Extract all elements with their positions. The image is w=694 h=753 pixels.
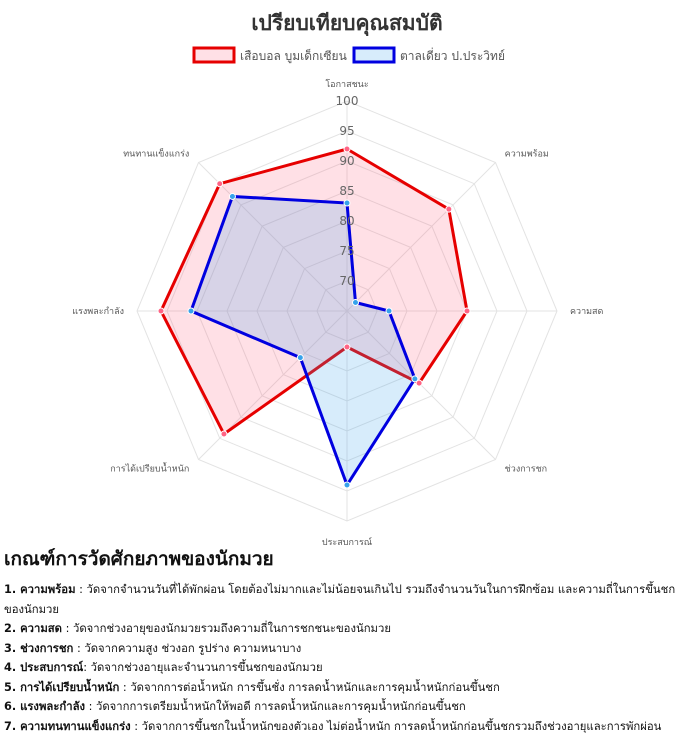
- criteria-term: 5. การได้เปรียบน้ำหนัก: [4, 680, 120, 694]
- criteria-item: [4, 678, 686, 698]
- criteria-section: [0, 544, 690, 736]
- tick-label: 70: [339, 274, 355, 288]
- criteria-heading: เกณฑ์การวัดศักยภาพของนักมวย: [4, 548, 274, 570]
- radar-series: [158, 146, 470, 488]
- criteria-item: [4, 639, 686, 659]
- series-1-point: [344, 146, 350, 152]
- series-2-point: [344, 200, 350, 206]
- criteria-term: 6. แรงพละกำลัง: [4, 700, 86, 713]
- category-label: ความพร้อม: [504, 149, 549, 160]
- tick-label: 100: [335, 94, 359, 108]
- category-label: โอกาสชนะ: [325, 80, 369, 90]
- chart-title: เปรียบเทียบคุณสมบัติ: [251, 11, 443, 35]
- criteria-list: [4, 580, 686, 736]
- criteria-description: : วัดจากช่วงอายุของนักมวยรวมถึงความถี่ในการชกชนะของนักมวย: [62, 622, 391, 635]
- criteria-term: 4. ประสบการณ์: [4, 661, 84, 674]
- tick-label: 90: [339, 154, 355, 168]
- criteria-description: : วัดจากความสูง ช่วงอก รูปร่าง ความหนาบาง: [73, 641, 302, 655]
- criteria-item: [4, 580, 686, 619]
- legend-swatch-1: [194, 48, 234, 62]
- series-2-point: [297, 355, 303, 361]
- series-1-point: [344, 344, 350, 350]
- tick-label: 75: [339, 244, 355, 258]
- category-label: ช่วงการชก: [504, 464, 548, 475]
- series-2-point: [352, 300, 358, 306]
- legend-label-2: ตาลเดี่ยว ป.ประวิทย์: [400, 49, 505, 63]
- series-1-point: [217, 181, 223, 187]
- series-2-point: [188, 308, 194, 314]
- series-2-point: [386, 308, 392, 314]
- series-2-point: [229, 193, 235, 199]
- criteria-description: : วัดจากการเตรียมน้ำหนักให้พอดี การลดน้ำหนักและการคุมน้ำหนักก่อนขึ้นชก: [85, 700, 466, 713]
- category-label: ประสบการณ์: [321, 538, 373, 545]
- chart-legend: [194, 47, 505, 64]
- criteria-term: 3. ช่วงการชก: [4, 641, 74, 655]
- criteria-term: 2. ความสด: [4, 622, 63, 635]
- series-1-point: [464, 308, 470, 314]
- legend-label-1: เสือบอล บูมเด็กเซียน: [240, 49, 347, 63]
- category-label: การได้เปรียบน้ำหนัก: [110, 464, 190, 475]
- series-2-point: [412, 376, 418, 382]
- criteria-item: [4, 697, 686, 717]
- criteria-item: [4, 658, 686, 678]
- series-2-point: [344, 482, 350, 488]
- tick-label: 95: [339, 124, 355, 138]
- criteria-description: : วัดจากการขึ้นชกในน้ำหนักของตัวเอง ไม่ต่อน้ำหนัก การลดน้ำหนักก่อนขึ้นชกรวมถึงช่วงอายุและการพักผ่อน: [130, 719, 662, 733]
- series-1-point: [158, 308, 164, 314]
- criteria-term: 7. ความทนทานแข็งแกร่ง: [4, 719, 131, 733]
- category-label: ความสด: [570, 307, 604, 317]
- criteria-description: : วัดจากจำนวนวันที่ได้พักผ่อน โดยต้องไม่มากและไม่น้อยจนเกินไป รวมถึงจำนวนวันในการฝึกซ้อม และความถี่ในการขึ้นชกของนักมวย: [4, 583, 676, 616]
- tick-label: 80: [339, 214, 355, 228]
- criteria-item: [4, 619, 686, 639]
- criteria-description: : วัดจากการต่อน้ำหนัก การขึ้นชั่ง การลดน้ำหนักและการคุมน้ำหนักก่อนขึ้นชก: [119, 680, 500, 694]
- criteria-description: : วัดจากช่วงอายุและจำนวนการขึ้นชกของนักมวย: [83, 661, 323, 674]
- criteria-item: [4, 717, 686, 737]
- category-label: ทนทานแข็งแกร่ง: [123, 149, 190, 160]
- series-1-point: [221, 431, 227, 437]
- category-label: แรงพละกำลัง: [72, 307, 124, 317]
- legend-swatch-2: [354, 48, 394, 62]
- criteria-term: 1. ความพร้อม: [4, 583, 76, 596]
- tick-label: 85: [339, 184, 355, 198]
- series-1-point: [446, 206, 452, 212]
